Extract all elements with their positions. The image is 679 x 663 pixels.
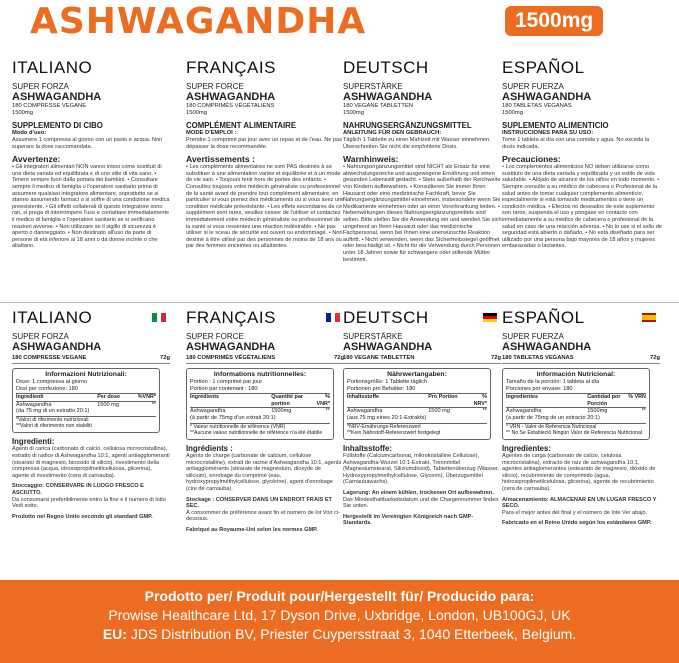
product-name: ASHWAGANDHA xyxy=(343,91,433,103)
ingredient-amount: 1500mg xyxy=(271,408,292,415)
header-nrv: % VRN xyxy=(628,394,646,401)
strength-label: SUPER FORZA xyxy=(12,82,69,91)
table-row xyxy=(506,408,646,415)
nutrition-table xyxy=(12,368,160,433)
footnote-not-established: **Valori di riferimento non stabiliti xyxy=(16,423,92,430)
footnote-not-established: **Kein Nährstoff-Referenzwert festgelegt xyxy=(347,429,441,436)
section-divider xyxy=(0,302,679,303)
table-row xyxy=(16,402,156,409)
net-weight: 72g xyxy=(491,355,501,361)
header-amount: Cantidad por Porción xyxy=(587,394,621,407)
footnote-nrv: * Valeur nutritionnelle de référence (VNR) xyxy=(190,423,330,430)
ingredients-title: Ingredienti: xyxy=(12,437,55,447)
flag-stripe xyxy=(483,319,497,322)
header-ingredient: Ingredientes xyxy=(506,394,539,401)
uk-address: Prowise Healthcare Ltd, 17 Dyson Drive, Uxbridge, London, UB100GJ, UK xyxy=(108,607,571,623)
usage-label: MODE D'EMPLOI : xyxy=(186,130,237,136)
manufacturer-footer xyxy=(0,580,679,663)
language-title: ITALIANO xyxy=(12,58,93,77)
serving-size: Dose: 1 compressa al giorno xyxy=(16,379,88,385)
table-row xyxy=(190,408,330,415)
ingredients-text: Agents de charge (carbonate de calcium, cellulose microcristalline), extrait de racine d'Ashwagandha 10:1, agents antiagglomérants (stéarate de magnésium, dioxyde de silicium), enrobage du comprimé (eau, hydroxypropylméthylcellulose, glycérine), agent d'enrobage (cire de carnauba). xyxy=(186,452,342,492)
ingredient-nrv: ** xyxy=(641,408,646,415)
dose-badge: 1500mg xyxy=(505,6,603,36)
dose-label: 1500mg xyxy=(186,110,207,116)
product-name: ASHWAGANDHA xyxy=(502,91,592,103)
strength-label: SUPER FUERZA xyxy=(502,332,564,341)
language-title: FRANÇAIS xyxy=(186,58,276,77)
column-espanol xyxy=(502,58,662,298)
best-before-text: Das Mindesthaltbarkeitsdatum und die Chargennummer finden Sie unten. xyxy=(343,496,499,510)
nutrition-table xyxy=(186,368,334,440)
product-name: ASHWAGANDHA xyxy=(186,91,276,103)
title-bar xyxy=(0,0,679,44)
dose-label: 1500mg xyxy=(12,110,33,116)
tablet-count: 180 COMPRESSE VEGANE xyxy=(12,355,87,361)
tablet-count: 180 TABLETAS VEGANAS xyxy=(502,103,572,109)
spain-flag-icon xyxy=(642,313,656,322)
net-weight: 72g xyxy=(650,355,660,361)
manufacturing-text: Fabricado en el Reino Unido según los estándares GMP. xyxy=(502,520,652,527)
ingredients-title: Ingredientes: xyxy=(502,443,551,453)
ingredient-amount: 1500 mg xyxy=(428,408,450,415)
supplement-label: NAHRUNGSERGÄNZUNGSMITTEL xyxy=(343,121,472,130)
warnings-title: Avertissements : xyxy=(186,154,255,165)
footnote-not-established: **Aucune valeur nutritionnelle de référence n'a été établie xyxy=(190,429,323,436)
footnote-nrv: *Valori di riferimento nutrizionali xyxy=(16,416,156,423)
strength-label: SUPER FORZA xyxy=(12,332,69,341)
ingredients-text: Agenti di carica (carbonato di calcio, cellulosa microcristallina), estratto di radice di Ashwagandha 10:1, agenti antiagglomeranti (stearato di magnesio, biossido di silicio), rivestimento della compressa (acqua, idrossipropilmetilcellulosa, glicerina), agente di rivestimento (cera di carnauba). xyxy=(12,446,170,479)
eu-address xyxy=(0,625,679,644)
header-nrv: %VNR* xyxy=(137,394,156,401)
directions-section xyxy=(0,58,679,298)
header-ingredient: Ingrédients xyxy=(190,394,220,401)
warnings-title: Precauciones: xyxy=(502,154,561,165)
best-before-text: Da consumarsi preferibilmente entro la fine e il numero di lotto Vedi sotto. xyxy=(12,496,166,510)
servings-per-container: Dosi per confezione: 180 xyxy=(16,385,78,392)
panel-espanol xyxy=(502,308,660,527)
dose-label: 1500mg xyxy=(343,110,364,116)
product-name: ASHWAGANDHA xyxy=(186,341,276,353)
manufacturing-text: Prodotto nel Regno Unito secondo gli standard GMP. xyxy=(12,513,153,520)
usage-label: INSTRUCCIONES PARA SU USO: xyxy=(502,130,594,136)
ingredients-title: Inhaltsstoffe: xyxy=(343,443,392,453)
nutrition-table-title: Informations nutritionnelles: xyxy=(213,371,307,378)
tablet-count: 180 COMPRESSE VEGANE xyxy=(12,103,87,109)
table-header xyxy=(347,393,487,408)
warnings-text: • Los complementos alimenticios NO deben utilizarse como sustituto de una dieta variada y equilibrada y un estilo de vida saludable. • Alójalo de alcance de los niños en todo momento. • Siempre consulte a su médico de cabecera o Profesional de la salud antes de tomar cualquier complemento alimenticio, especialmente si está tomando medicamentos o tiene un condición médica. • Efectos no deseados de este suplemento son raros, suspenda el uso y póngase en contacto con inmediatamente a su médico de cabecera o profesional de la salud en caso de una reacción adversa. • No lo use si el sello de seguridad está abierto o dañado. • No está diseñado para ser utilizado por una persona bajo mayores de 18 años y mujeres embarazadas o lactantes. xyxy=(502,164,662,250)
best-before-text: Para el mejor antes del final y el número de lote Ver abajo. xyxy=(502,509,648,516)
servings-per-container: Porciones por envase: 180 xyxy=(506,385,573,392)
strength-label: SUPER FUERZA xyxy=(502,82,564,91)
language-title: ITALIANO xyxy=(12,308,93,327)
language-title: ESPAÑOL xyxy=(502,58,585,77)
storage-text: Almacenamiento: ALMACENAR EN UN LUGAR FRESCO Y SECO. xyxy=(502,496,657,510)
nutrition-table-title: Información Nutricional: xyxy=(536,371,616,378)
panel-deutsch xyxy=(343,308,501,527)
ingredient-name: Ashwagandha xyxy=(347,408,383,415)
warnings-title: Avvertenze: xyxy=(12,154,61,165)
storage-text: Lagerung: An einem kühlen, trockenen Ort aufbewahren. xyxy=(343,489,494,496)
header-ingredient: Ingredienti xyxy=(16,394,44,401)
tablet-count: 180 VEGANE TABLETTEN xyxy=(343,355,415,361)
tablet-count: 180 TABLETAS VEGANAS xyxy=(502,355,574,361)
eu-label: EU: xyxy=(102,626,127,642)
manufacturing-text: Hergestellt im Vereinigten Königreich nach GMP-Standards. xyxy=(343,513,474,527)
supplement-label: SUPPLEMENTO DI CIBO xyxy=(12,121,103,130)
produced-for-label: Prodotto per/ Produit pour/Hergestellt für/ Producido para: xyxy=(144,588,535,604)
supplement-label: SUPLEMENTO ALIMENTICIO xyxy=(502,121,609,130)
header-nrv: % VNR* xyxy=(316,394,330,407)
ingredient-nrv: ** xyxy=(482,408,487,415)
column-francais xyxy=(186,58,346,298)
strength-label: SUPERSTÄRKE xyxy=(343,82,403,91)
language-title: DEUTSCH xyxy=(343,58,429,77)
nutrition-table-title: Informazioni Nutrizionali: xyxy=(45,371,127,378)
usage-text: Täglich 1 Tablette zu einer Mahlzeit mit Wasser einnehmen. Überschreiten Sie nicht die empfohlene Dosis. xyxy=(343,137,491,150)
ingredient-source: (da 75 mg di un estratto 20:1) xyxy=(16,408,90,415)
france-flag-icon xyxy=(326,313,340,322)
ingredients-title: Ingrédients : xyxy=(186,443,233,453)
strength-label: SUPERSTÄRKE xyxy=(343,332,403,341)
germany-flag-icon xyxy=(483,313,497,322)
warnings-title: Warnhinweis: xyxy=(343,154,399,165)
count-weight-row xyxy=(343,355,501,364)
serving-size: Portionsgröße: 1 Tablette täglich xyxy=(347,379,428,385)
ingredient-name: Ashwagandha xyxy=(506,408,542,415)
product-name: ASHWAGANDHA xyxy=(502,341,592,353)
flag-stripe xyxy=(335,313,340,322)
table-header xyxy=(190,393,330,408)
ingredient-source: (aus 75 mg eines 20:1-Extrakts) xyxy=(347,414,427,421)
count-weight-row xyxy=(12,355,170,364)
header-ingredient: Inhaltsstoffe xyxy=(347,394,380,401)
panel-italiano xyxy=(12,308,170,520)
manufacturing-text: Fabriqué au Royaume-Uni selon les normes GMP. xyxy=(186,526,318,533)
product-name: ASHWAGANDHA xyxy=(12,341,102,353)
net-weight: 72g xyxy=(334,355,344,361)
ingredient-amount: 1500 mg xyxy=(97,401,119,408)
strength-label: SUPER FORCE xyxy=(186,82,244,91)
nutrition-table-title: Nährwertangaben: xyxy=(387,371,447,378)
usage-label: Modo d'uso: xyxy=(12,130,47,136)
header-amount: Per dose xyxy=(97,394,120,401)
usage-text: Assumere 1 compressa al giorno con un pasto e acqua. Non superare la dose raccomandata. xyxy=(12,137,163,150)
language-title: ESPAÑOL xyxy=(502,308,585,327)
header-amount: Pro Portion xyxy=(428,394,458,401)
warnings-text: • Gli integratori alimentari NON vanno intesi come sostituti di una dieta variata ed equilibrata e di uno stile di vita sano. • Tenere sempre fuori dalla portata dei bambini. • Consultare sempre il medico di famiglia o l'operatore sanitario prima di assumere qualsiasi integratore alimentare, soprattutto se si stanno assumendo farmaci o si soffre di una condizione medica preesistente. • Gli effetti collaterali di questo integratore sono rari, si prega di interrompere l'uso e contattare immediatamente il medico di famiglia o l'operatore sanitario se si verificano reazioni avverse. • Non utilizzare se il sigillo di sicurezza è aperto o danneggiato. • Non destinato all'uso da parte di persone di età inferiore ai 18 anni o da donne incinte o che allattano. xyxy=(12,164,170,250)
eu-address-text: JDS Distribution BV, Priester Cuypersstraat 3, 1040 Etterbeek, Belgium. xyxy=(126,626,577,642)
ingredients-text: Füllstoffe (Calciumcarbonat, mikrokristalline Cellulose), Ashwagandha-Wurzel 10:1-Extrakt, Trennmittel (Magnesiumstearat, Siliziumdioxid), Tablettenüberzug (Wasser, Hydroxypropylmethylcellulose, Glycerin), Überzugsmittel (Carnaubawachs). xyxy=(343,452,500,486)
usage-text: Tome 1 tableta al día con una comida y agua. No exceda la dosis indicada. xyxy=(502,137,650,150)
nutrition-table xyxy=(502,368,650,440)
dose-label: 1500mg xyxy=(502,110,523,116)
panel-francais xyxy=(186,308,344,534)
italy-flag-icon xyxy=(152,313,166,322)
table-row xyxy=(347,408,487,415)
serving-size: Tamaño de la porción: 1 tableta al día xyxy=(506,379,600,385)
best-before-text: À consommer de préférence avant fin et numéro de lot Voir ci-dessous. xyxy=(186,509,340,523)
usage-label: ANLEITUNG FÜR DEN GEBRAUCH: xyxy=(343,130,442,136)
strength-label: SUPER FORCE xyxy=(186,332,244,341)
storage-text: Stoccaggio: CONSERVARE IN LUOGO FRESCO E ASCIUTTO. xyxy=(12,483,144,496)
ingredient-name: Ashwagandha xyxy=(190,408,226,415)
footnote-not-established: ** No Se Estableció Ningún Valor de Referencia Nutricional xyxy=(506,429,643,436)
product-name: ASHWAGANDHA xyxy=(12,91,102,103)
flag-stripe xyxy=(642,320,656,322)
brand-title: ASHWAGANDHA xyxy=(30,1,367,42)
servings-per-container: Portion par contenant : 180 xyxy=(190,385,258,392)
ingredient-name: Ashwagandha xyxy=(16,401,52,408)
usage-text: Prendre 1 comprimé par jour avec un repas et de l'eau. Ne pas dépasser la dose recommandée. xyxy=(186,137,342,150)
nutrition-section xyxy=(0,308,679,570)
serving-size: Portion : 1 comprimé par jour xyxy=(190,379,263,385)
language-title: FRANÇAIS xyxy=(186,308,276,327)
storage-text: Stockage : CONSERVER DANS UN ENDROIT FRAIS ET SEC. xyxy=(186,496,332,510)
header-nrv: % NRV* xyxy=(473,394,487,407)
tablet-count: 180 COMPRIMÉS VÉGÉTALIENS xyxy=(186,355,276,361)
footnote-nrv: * VRN - Valor de Referencia Nutricional xyxy=(506,423,646,430)
ingredients-text: Agentes de carga (carbonato de calcio, celulosa microcristalina), extracto de raíz de ashwagandha 10:1, agentes antiaglomerantes (estearato de magnesio, dióxido de silicio), recubrimiento de comprimido (agua, hidroxipropilmetilcelulosa, glicerina), agente de recubrimiento (cera de carnauba). xyxy=(502,452,656,492)
nutrition-table xyxy=(343,368,491,440)
table-header xyxy=(506,393,646,408)
ingredient-source: (à partir de 75mg d'un extrait 20:1) xyxy=(190,414,276,421)
supplement-label: COMPLÉMENT ALIMENTAIRE xyxy=(186,121,297,130)
footnote-nrv: *NRV-Ernährungs-Referenzwert xyxy=(347,423,487,430)
ingredient-amount: 1500mg xyxy=(587,408,608,415)
column-deutsch xyxy=(343,58,503,298)
table-header xyxy=(16,393,156,402)
flag-stripe xyxy=(161,313,166,322)
header-amount: Quantité par portion xyxy=(271,394,303,407)
column-italiano xyxy=(12,58,172,298)
language-title: DEUTSCH xyxy=(343,308,429,327)
count-weight-row xyxy=(502,355,660,364)
warnings-text: • Nahrungsergänzungsmittel sind NICHT als Ersatz für eine abwechslungsreiche und ausgewogene Ernährung und einen gesunden Lebensstil gedacht. • Stets außerhalb der Reichweite von Kindern aufbewahren. • Konsultieren Sie immer Ihren Hausarzt oder eine medizinische Fachkraft, bevor Sie Nahrungsergänzungsmittel einnehmen, insbesondere wenn Sie Medikamente einnehmen oder an einer Vorerkrankung leiden. • Nebenwirkungen dieses Nahrungsergänzungsmittels sind selten. Bitte stellen Sie die Anwendung ein und wenden Sie sich umgehend an Ihren Hausarzt oder das medizinische Fachpersonal, wenn bei Ihnen eine unerwünschte Reaktion auftritt. • Nicht verwenden, wenn das Sicherheitssiegel geöffnet oder beschädigt ist. • Nicht für die Verwendung durch Personen unter 18 Jahren sowie für schwangere oder stillende Mütter bestimmt. xyxy=(343,164,502,263)
warnings-text: • Les compléments alimentaires ne sont PAS destinés à se substituer à une alimentation variée et équilibrée et à un mode de vie sain. • Toujours tenir hors de portée des enfants. • Consultez toujours votre médecin généraliste ou professionnel de la santé avant de prendre tout complément alimentaire, en particulier si vous prenez des médicaments ou si vous avez une condition médicale préexistante. • Les effets secondaires de ce supplément sont rares, veuillez cesser de l'utiliser et contactez immédiatement votre médecin généraliste ou professionnel de la santé si vous ressentez une réaction indésirable. • Ne pas utiliser si le sceau de sécurité est ouvert ou endommagé. • Non destiné à être utilisé par des personnes de moins de 18 ans ou par des femmes enceintes ou allaitantes. xyxy=(186,164,345,250)
ingredient-source: (a partir de 75mg de un extracto 20:1) xyxy=(506,414,600,421)
tablet-count: 180 COMPRIMÉS VÉGÉTALIENS xyxy=(186,103,275,109)
product-name: ASHWAGANDHA xyxy=(343,341,433,353)
ingredient-nrv: ** xyxy=(151,401,156,408)
ingredient-nrv: ** xyxy=(325,408,330,415)
net-weight: 72g xyxy=(160,355,170,361)
count-weight-row xyxy=(186,355,344,364)
servings-per-container: Portionen pro Behälter: 180 xyxy=(347,385,416,392)
tablet-count: 180 VEGANE TABLETTEN xyxy=(343,103,414,109)
